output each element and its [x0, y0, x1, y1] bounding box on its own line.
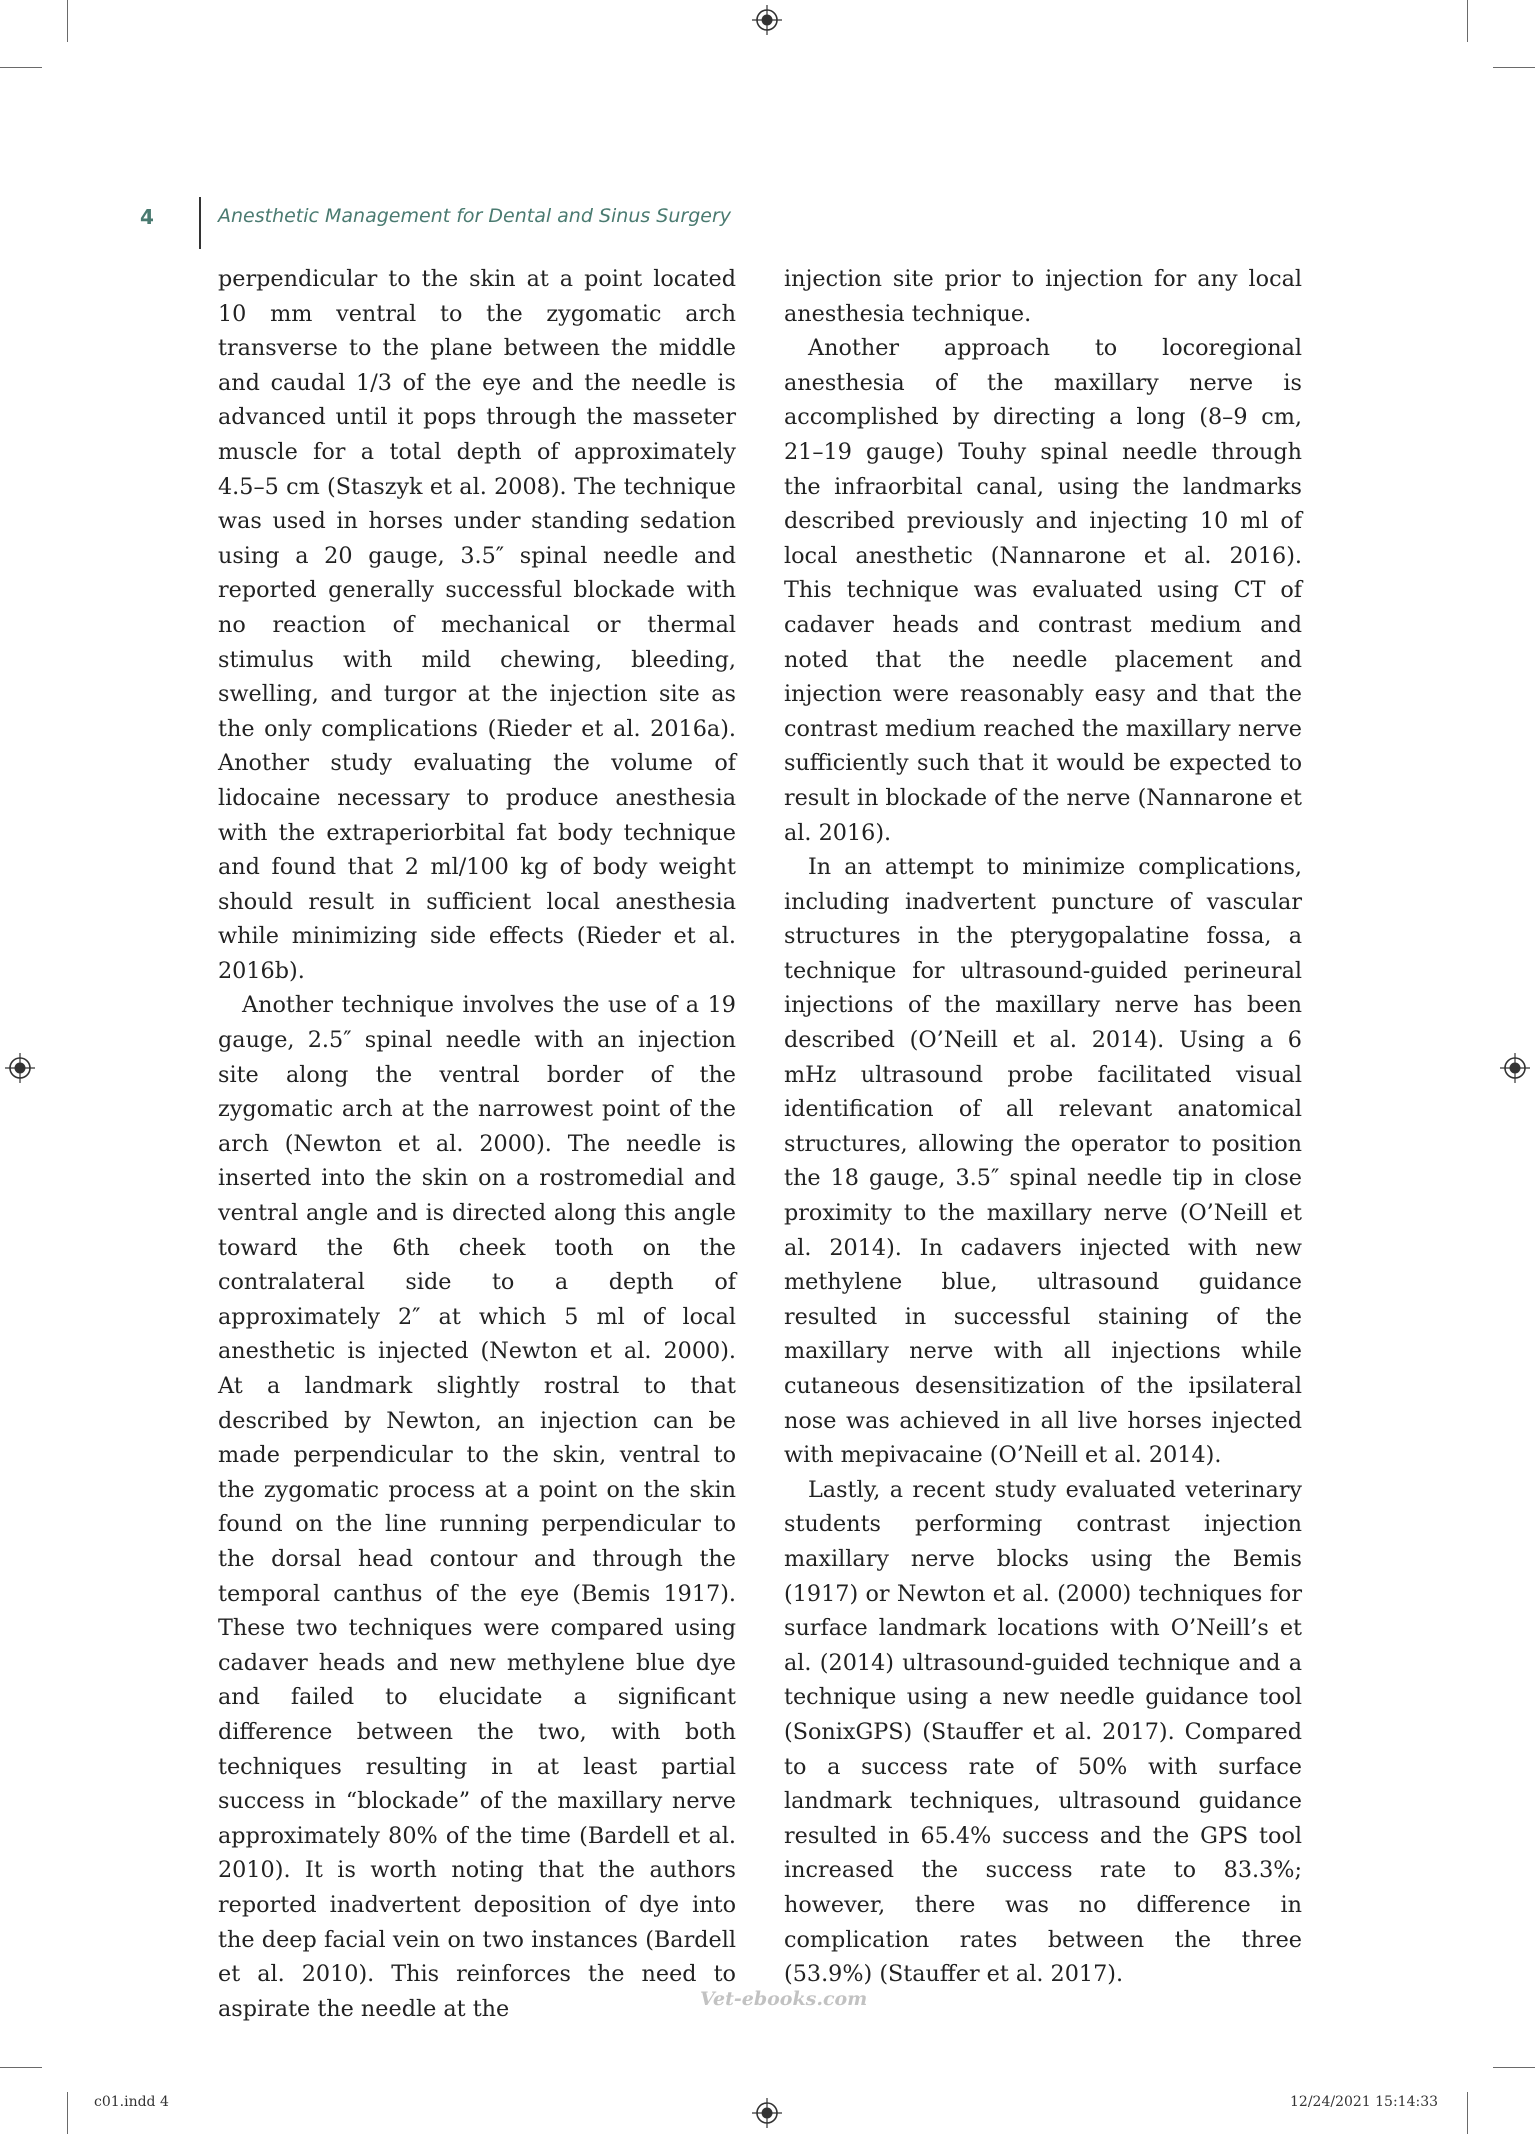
watermark-logo: Vet-ebooks.com [700, 1988, 868, 2010]
paragraph: injection site prior to injection for any local anesthesia technique. [784, 266, 1302, 327]
paragraph: Lastly, a recent study evaluated veterinary students performing contrast injection maxillary nerve blocks using the Bemis (1917) or Newton et al. (2000) techniques for surface landmark locations with O’Neill’s et al. (2014) ultrasound-guided technique and a technique using a new needle guidance tool (SonixGPS) (Stauffer et al. 2017). Compared to a success rate of 50% with surface landmark techniques, ultrasound guidance resulted in 65.4% success and the GPS tool increased the success rate to 83.3%; however, there was no difference in complication rates between the three (53.9%) (Stauffer et al. 2017). [784, 1476, 1302, 1988]
registration-mark-icon [1500, 1053, 1530, 1083]
running-title: Anesthetic Management for Dental and Sinus Surgery [218, 205, 732, 227]
registration-mark-icon [5, 1053, 35, 1083]
crop-mark [1493, 2067, 1535, 2068]
paragraph: Another technique involves the use of a 19 gauge, 2.5″ spinal needle with an injection site along the ventral border of the zygomatic arch at the narrowest point of the arch (Newton et al. 2000). The needle is inserted into the skin on a rostromedial and ventral angle and is directed along this angle toward the 6th cheek tooth on the contralateral side to a depth of approximately 2″ at which 5 ml of local anesthetic is injected (Newton et al. 2000). At a landmark slightly rostral to that described by Newton, an injection can be made perpendicular to the skin, ventral to the zygomatic process at a point on the skin found on the line running perpendicular to the dorsal head contour and through the temporal canthus of the eye (Bemis 1917). These two techniques were compared using cadaver heads and new methylene blue dye and failed to elucidate a significant difference between the two, with both techniques resulting in at least partial success in “blockade” of the maxillary nerve approximately 80% of the time (Bardell et al. 2010). It is worth noting that the authors reported inadvertent deposition of dye into the deep facial vein on two instances (Bardell et al. 2010). This reinforces the need to aspirate the needle at the [218, 992, 736, 2022]
paragraph: Another approach to locoregional anesthesia of the maxillary nerve is accomplished by directing a long (8–9 cm, 21–19 gauge) Touhy spinal needle through the infraorbital canal, using the landmarks described previously and injecting 10 ml of local anesthetic (Nannarone et al. 2016). This technique was evaluated using CT of cadaver heads and contrast medium and noted that the needle placement and injection were reasonably easy and that the contrast medium reached the maxillary nerve sufficiently such that it would be expected to result in blockade of the nerve (Nannarone et al. 2016). [784, 335, 1302, 846]
crop-mark [1467, 2092, 1468, 2134]
crop-mark [1493, 67, 1535, 68]
page-number: 4 [140, 205, 154, 229]
crop-mark [67, 2092, 68, 2134]
crop-mark [0, 67, 42, 68]
file-slug: c01.indd 4 [94, 2094, 169, 2110]
print-timestamp: 12/24/2021 15:14:33 [1290, 2094, 1439, 2110]
crop-mark [1467, 0, 1468, 42]
left-column [218, 262, 736, 2026]
paragraph: perpendicular to the skin at a point located 10 mm ventral to the zygomatic arch transverse to the plane between the middle and caudal 1/3 of the eye and the needle is advanced until it pops through the masseter muscle for a total depth of approximately 4.5–5 cm (Staszyk et al. 2008). The technique was used in horses under standing sedation using a 20 gauge, 3.5″ spinal needle and reported generally successful blockade with no reaction of mechanical or thermal stimulus with mild chewing, bleeding, swelling, and turgor at the injection site as the only complications (Rieder et al. 2016a). Another study evaluating the volume of lidocaine necessary to produce anesthesia with the extraperiorbital fat body technique and found that 2 ml/100 kg of body weight should result in sufficient local anesthesia while minimizing side effects (Rieder et al. 2016b). [218, 266, 736, 984]
registration-mark-icon [752, 2098, 782, 2128]
paragraph: In an attempt to minimize complications, including inadvertent puncture of vascular structures in the pterygopalatine fossa, a technique for ultrasound-guided perineural injections of the maxillary nerve has been described (O’Neill et al. 2014). Using a 6 mHz ultrasound probe facilitated visual identification of all relevant anatomical structures, allowing the operator to position the 18 gauge, 3.5″ spinal needle tip in close proximity to the maxillary nerve (O’Neill et al. 2014). In cadavers injected with new methylene blue, ultrasound guidance resulted in successful staining of the maxillary nerve with all injections while cutaneous desensitization of the ipsilateral nose was achieved in all live horses injected with mepivacaine (O’Neill et al. 2014). [784, 854, 1302, 1469]
crop-mark [0, 2067, 42, 2068]
right-column [784, 262, 1302, 1992]
registration-mark-icon [752, 5, 782, 35]
header-rule [199, 197, 201, 249]
crop-mark [67, 0, 68, 42]
